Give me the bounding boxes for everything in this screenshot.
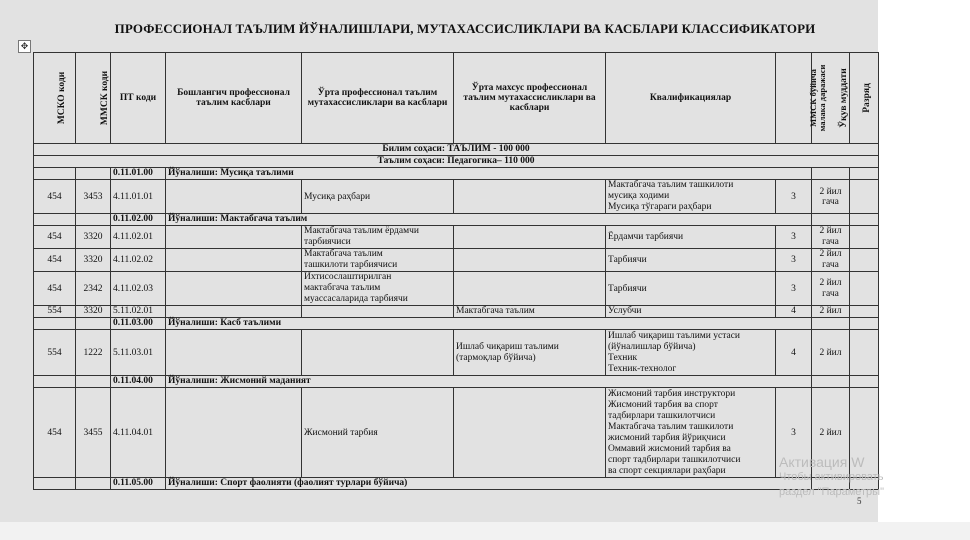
header-mmsk: ММСК коди [76,53,111,144]
header-duration: Ўқув муддати [812,53,850,144]
direction-row: 0.11.05.00 Йўналиши: Спорт фаолияти (фаолият турлари бўйича) [34,478,879,490]
direction-code: 0.11.01.00 [111,168,166,180]
direction-row: 0.11.04.00 Йўналиши: Жисмоний маданият [34,376,879,388]
table-row: 454 2342 4.11.02.03 Ихтисослаштирилган мактабгача таълим муассасаларида тарбиячи Тарбиячи 3 2 йил гача [34,272,879,306]
page-title: ПРОФЕССИОНАЛ ТАЪЛИМ ЙЎНАЛИШЛАРИ, МУТАХАССИСЛИКЛАРИ ВА КАСБЛАРИ КЛАССИФИКАТОРИ [114,21,816,36]
header-secondary: Ўрта профессионал таълим мутахассисликлари ва касблари [302,53,454,144]
header-initial: Бошлангич профессионал таълим касблари [166,53,302,144]
table-row: 454 3320 4.11.02.01 Мактабгача таълим ёрдамчи тарбиячиси Ёрдамчи тарбиячи 3 2 йил гача [34,226,879,249]
direction-name: Йўналиши: Мусиқа таълими [166,168,812,180]
table-row: 554 1222 5.11.03.01 Ишлаб чиқариш таълими (тармоқлар бўйича) Ишлаб чиқариш таълими устаси (йўналишлар бўйича) Техник Техник-технолог 4 2 йил [34,330,879,376]
header-rank: Разряд [850,53,879,144]
header-msko: МСКО коди [34,53,76,144]
page-number: 5 [857,496,862,506]
section-row: Таълим соҳаси: Педагогика– 110 000 [34,156,879,168]
activation-watermark: Активация W Чтобы активировать раздел "Параметры" [778,454,884,498]
direction-row [34,168,879,180]
table-row: 454 3320 4.11.02.02 Мактабгача таълим ташкилоти тарбиячиси Тарбиячи 3 2 йил гача [34,249,879,272]
direction-row: 0.11.03.00 Йўналиши: Касб таълими [34,318,879,330]
header-row [34,53,879,144]
table-row: 454 3453 4.11.01.01 Мусиқа раҳбари Мактабгача таълим ташкилоти мусиқа ходими Мусиқа тўгараги раҳбари 3 2 йил гача [34,180,879,214]
classifier-table [33,52,879,490]
margin-area [878,0,970,540]
table-row: 554 3320 5.11.02.01 Мактабгача таълим Услубчи 4 2 йил [34,306,879,318]
header-level: ММСК бўйича малака даражаси [776,53,812,144]
table-row: 454 3455 4.11.04.01 Жисмоний тарбия Жисмоний тарбия инструктори Жисмоний тарбия ва спорт тадбирлари ташкилотчиси Мактабгача таълим ташкилоти жисмоний тарбия йўриқчиси Оммавий жисмоний тарбия ва спорт тадбирлари ташкилотчиси ва спорт секциялари раҳбари 3 2 йил [34,388,879,478]
header-pt: ПТ коди [111,53,166,144]
direction-row: 0.11.02.00 Йўналиши: Мактабгача таълим [34,214,879,226]
header-qualifications: Квалификациялар [606,53,776,144]
status-strip [0,522,970,540]
table-move-handle-icon[interactable]: ✥ [18,40,31,53]
section-row: Билим соҳаси: ТАЪЛИМ - 100 000 [34,144,879,156]
header-special: Ўрта махсус профессионал таълим мутахассисликлари ва касблари [454,53,606,144]
